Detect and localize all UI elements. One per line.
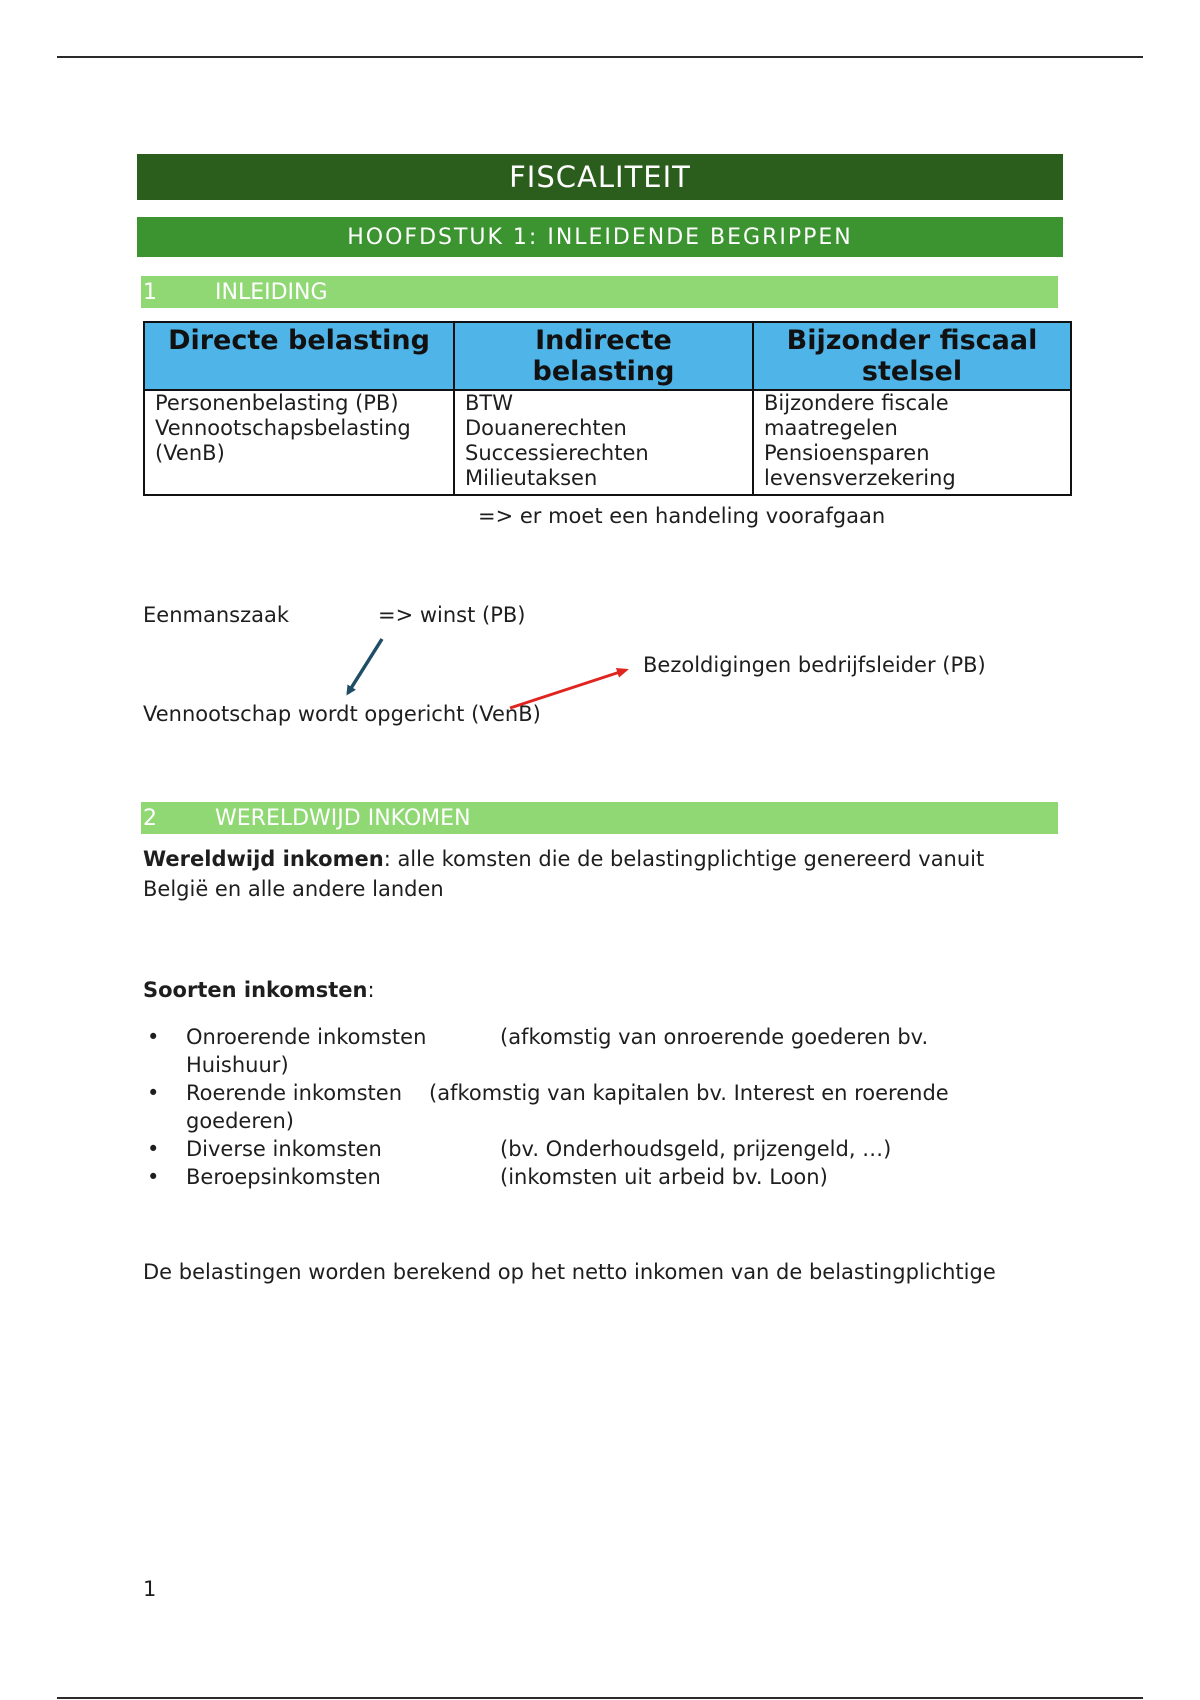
section-number: 2 — [143, 805, 157, 831]
page-number: 1 — [143, 1577, 157, 1601]
item-name: Diverse inkomsten — [186, 1137, 382, 1161]
item-description-cont: Huishuur) — [186, 1053, 289, 1077]
conclusion-text: De belastingen worden berekend op het netto inkomen van de belastingplichtige — [143, 1260, 996, 1284]
item-name: Onroerende inkomsten — [186, 1025, 427, 1049]
label-bezoldigingen: Bezoldigingen bedrijfsleider (PB) — [643, 653, 986, 677]
table-header-cell: Directe belasting — [144, 322, 454, 390]
soorten-label: Soorten inkomsten — [143, 978, 368, 1002]
soorten-colon: : — [367, 978, 375, 1002]
bullet-icon: • — [147, 1137, 160, 1161]
cell-item: BTW — [465, 391, 513, 415]
arrow-right-icon — [510, 670, 626, 708]
note-handeling: => er moet een handeling voorafgaan — [478, 504, 886, 528]
definition-term: Wereldwijd inkomen — [143, 847, 384, 871]
label-eenmanszaak: Eenmanszaak — [143, 603, 289, 627]
arrow-down-icon — [348, 639, 382, 693]
table-header-cell: Indirecte belasting — [454, 322, 753, 390]
soorten-heading — [143, 975, 375, 1005]
definition-text: : alle komsten die de belastingplichtige genereerd vanuit — [383, 847, 985, 871]
cell-item: Pensioensparen levensverzekering — [764, 441, 956, 490]
item-description: (afkomstig van onroerende goederen bv. — [500, 1025, 929, 1049]
list-item — [143, 1079, 1043, 1135]
bullet-icon: • — [147, 1025, 160, 1049]
item-description: (inkomsten uit arbeid bv. Loon) — [500, 1165, 828, 1189]
section-title: WERELDWIJD INKOMEN — [215, 805, 471, 831]
table-header-cell: Bijzonder fiscaal stelsel — [753, 322, 1071, 390]
definition-line-1 — [143, 844, 984, 874]
document-title: FISCALITEIT — [137, 154, 1063, 200]
cell-item: Douanerechten — [465, 416, 627, 440]
cell-item: Milieutaksen — [465, 466, 598, 490]
list-item — [143, 1163, 1043, 1191]
item-description: (bv. Onderhoudsgeld, prijzengeld, …) — [500, 1137, 892, 1161]
item-description: (afkomstig van kapitalen bv. Interest en roerende — [429, 1081, 949, 1105]
list-item — [143, 1023, 1043, 1079]
chapter-heading: HOOFDSTUK 1: INLEIDENDE BEGRIPPEN — [137, 217, 1063, 257]
cell-item: Personenbelasting (PB) — [155, 391, 399, 415]
cell-item: Successierechten — [465, 441, 649, 465]
item-name: Beroepsinkomsten — [186, 1165, 381, 1189]
bottom-rule — [57, 1697, 1143, 1699]
section-title: INLEIDING — [215, 279, 328, 305]
item-description-cont: goederen) — [186, 1109, 294, 1133]
item-name: Roerende inkomsten — [186, 1081, 403, 1105]
bullet-icon: • — [147, 1081, 160, 1105]
section-heading-wereldwijd — [141, 802, 1058, 834]
definition-line-2: België en alle andere landen — [143, 877, 444, 901]
list-item — [143, 1135, 1043, 1163]
label-winst: => winst (PB) — [378, 603, 526, 627]
section-number: 1 — [143, 279, 157, 305]
income-types-list — [143, 1023, 1043, 1191]
cell-item: Vennootschapsbelasting (VenB) — [155, 416, 411, 465]
label-vennootschap: Vennootschap wordt opgericht (VenB) — [143, 702, 541, 726]
bullet-icon: • — [147, 1165, 160, 1189]
cell-item: Bijzondere fiscale maatregelen — [764, 391, 949, 440]
